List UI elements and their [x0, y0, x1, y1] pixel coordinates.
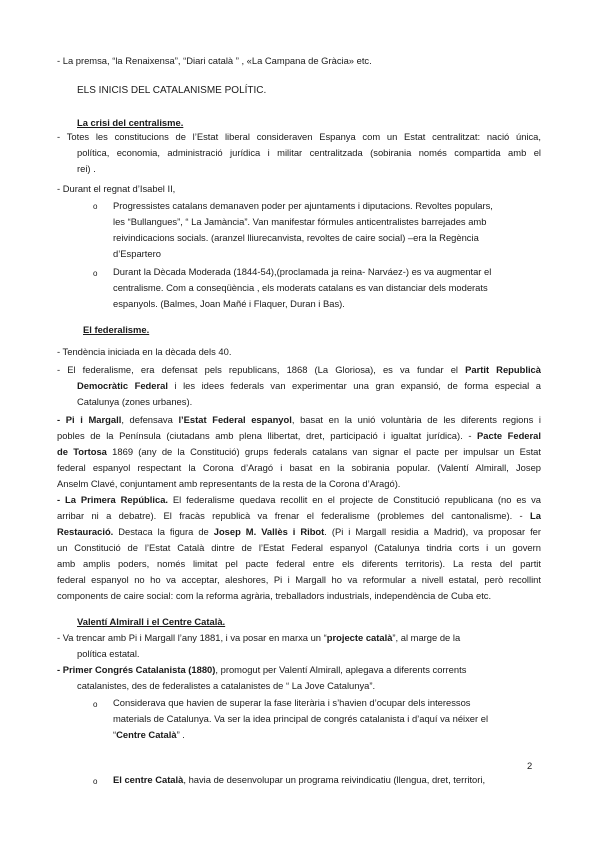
crisis-paragraph-line2: política, economia, administració jurídica i militar centralitzada (sobirania només compartida amb el	[77, 147, 541, 158]
republic-line4: un Constitució de l’Estat Català dintre de l’Estat Federal espanyol (Catalunya tindria corts i un govern	[57, 542, 541, 553]
bullet-icon: o	[93, 269, 98, 278]
federalism-line1: - Tendència iniciada en la dècada dels 40.	[57, 346, 232, 357]
crisis-bullet2-line1: Durant la Dècada Moderada (1844-54),(proclamada ja reina- Narváez-) es va augmentar el	[113, 266, 492, 277]
almirall-bullet1-line1: Considerava que havien de superar la fase literària i s’havien d’ocupar dels interessos	[113, 697, 471, 708]
crisis-heading: La crisi del centralisme.	[77, 117, 184, 128]
pi-margall-line2: pobles de la Península (ciutadans amb plena llibertat, dret, participació i igualtat jurídica). - Pacte Federal	[57, 430, 541, 441]
republic-line3: Restauració. Destaca la figura de Josep M. Vallès i Ribot. (Pi i Margall residia a Madrid), va proposar fer	[57, 526, 542, 537]
federalism-line2b: Democràtic Federal i les idees federals van experimentar una gran expansió, de forma especial a	[77, 380, 541, 391]
crisis-paragraph-line3: rei) .	[77, 163, 96, 174]
congress-line1: - Primer Congrés Catalanista (1880), promogut per Valentí Almirall, aplegava a diferents corrents	[57, 664, 467, 675]
almirall-line1: - Va trencar amb Pi i Margall l’any 1881, i va posar en marxa un “projecte català”, al marge de la	[57, 632, 461, 643]
pi-margall-line3: de Tortosa 1869 (any de la Constitució) grups federals catalans van signar el pacte per impulsar un Estat	[57, 446, 541, 457]
section-title: ELS INICIS DEL CATALANISME POLÍTIC.	[77, 85, 267, 96]
republic-line7: components de caire social: com la reforma agrària, treballadors industrials, independència de Cuba etc.	[57, 590, 492, 601]
crisis-paragraph-line1: - Totes les constitucions de l’Estat liberal consideraven Espanya com un Estat centralitzat: nació única,	[57, 131, 541, 142]
crisis-bullet2-line2: centralisme. Com a conseqüència , els moderats catalans es van distanciar dels moderats	[113, 282, 488, 293]
republic-line2: arribar ni a debatre). El fracàs republicà va frenar el federalisme (problemes del cantonalisme). - La	[57, 510, 541, 521]
crisis-bullet1-line3: reivindicacions socials. (aranzel lliurecanvista, revoltes de caire social) –era la Regència	[113, 232, 479, 243]
bullet-icon: o	[93, 700, 98, 709]
bullet-icon: o	[93, 202, 98, 211]
pi-margall-line1: - Pi i Margall, defensava l’Estat Federal espanyol, basat en la unió voluntària de les diferents regions i	[57, 414, 541, 425]
crisis-bullet2-line3: espanyols. (Balmes, Joan Mañé i Flaquer, Duran i Bas).	[113, 298, 345, 309]
almirall-bullet1-line3: “Centre Català” .	[113, 729, 185, 740]
press-line: - La premsa, “la Renaixensa”, “Diari català ” , «La Campana de Gràcia» etc.	[57, 55, 372, 66]
crisis-bullet1-line1: Progressistes catalans demanaven poder per ajuntaments i diputacions. Revoltes populars,	[113, 200, 493, 211]
almirall-line1b: política estatal.	[77, 648, 140, 659]
federalism-heading: El federalisme.	[83, 324, 150, 335]
republic-line1: - La Primera República. El federalisme quedava recollit en el projecte de Constitució republicana (no es va	[57, 494, 541, 505]
congress-line2: catalanistes, des de federalistes a catalanistes de “ La Jove Catalunya”.	[77, 680, 376, 691]
pi-margall-line4: federal espanyol respectant la Corona d’Aragó i basat en la sobirania popular. (Valentí Almirall, Josep	[57, 462, 541, 473]
federalism-line2c: Catalunya (zones urbanes).	[77, 396, 193, 407]
bullet-icon: o	[93, 777, 98, 786]
republic-line5: amb amplis poders, només limitat pel pacte federal entre els diferents territoris). La resta del partit	[57, 558, 541, 569]
page-number: 2	[527, 760, 533, 771]
crisis-bullet1-line2: les “Bullangues”, “ La Jamància”. Van manifestar fórmules anticentralistes barrejades amb	[113, 216, 487, 227]
federalism-line2a: - El federalisme, era defensat pels republicans, 1868 (La Gloriosa), es va fundar el Partit Republicà	[57, 364, 541, 375]
crisis-bullet1-line4: d’Espartero	[113, 248, 161, 259]
isabel-line: - Durant el regnat d’Isabel II,	[57, 183, 176, 194]
almirall-bullet1-line2: materials de Catalunya. Va ser la idea principal de congrés catalanista i d’aquí va néixer el	[113, 713, 489, 724]
pi-margall-line5: Anselm Clavé, conjuntament amb representants de la resta de la Corona d’Aragó).	[57, 478, 401, 489]
republic-line6: federal espanyol no ho va acceptar, aleshores, Pi i Margall ho va reformular a nivell estatal, però recollint	[57, 574, 541, 585]
almirall-heading: Valentí Almirall i el Centre Català.	[77, 616, 226, 627]
almirall-bullet2-line1: El centre Català, havia de desenvolupar un programa reivindicatiu (llengua, dret, territori,	[113, 774, 486, 785]
